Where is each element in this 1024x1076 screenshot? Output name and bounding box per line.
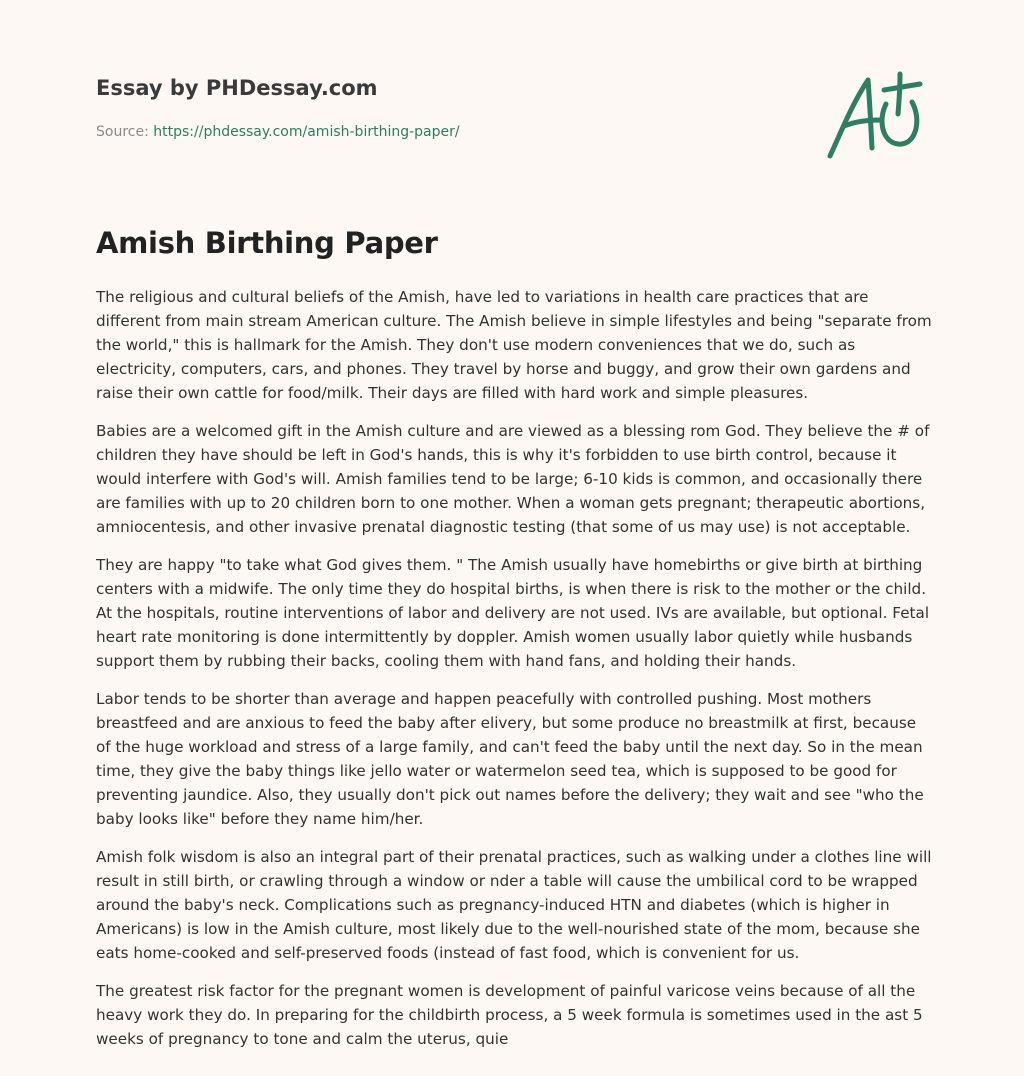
essay-paragraph: Amish folk wisdom is also an integral part of their prenatal practices, such as walking under a clothes line will result in still birth, or crawling through a window or nder a table will cause the umbilical cord to be wrapped around the baby's neck. Complications such as pregnancy-induced HTN and diabetes (which is higher in Americans) is low in the Amish culture, most likely due to the well-nourished state of the mom, because she eats home-cooked and self-preserved foods (instead of fast food, which is convenient for us. [96, 848, 932, 962]
source-label: Source: [96, 124, 154, 140]
source-line [96, 124, 460, 140]
essay-paragraph: The religious and cultural beliefs of the Amish, have led to variations in health care practices that are different from main stream American culture. The Amish believe in simple lifestyles and being "separate from the world," this is hallmark for the Amish. They don't use modern conveniences that we do, such as electricity, computers, cars, and phones. They travel by horse and buggy, and grow their own gardens and raise their own cattle for food/milk. Their days are filled with hard work and simple pleasures. [96, 288, 932, 402]
site-brand: Essay by PHDessay.com [96, 76, 378, 100]
essay-paragraph: Babies are a welcomed gift in the Amish culture and are viewed as a blessing rom God. They believe the # of children they have should be left in God's hands, this is why it's forbidden to use birth control, because it would interfere with God's will. Amish families tend to be large; 6-10 kids is common, and occasionally there are families with up to 20 children born to one mother. When a woman gets pregnant; therapeutic abortions, amniocentesis, and other invasive prenatal diagnostic testing (that some of us may use) is not acceptable. [96, 422, 930, 536]
essay-paragraph: They are happy "to take what God gives them. " The Amish usually have homebirths or give birth at birthing centers with a midwife. The only time they do hospital births, is when there is risk to the mother or the child. At the hospitals, routine interventions of labor and delivery are not used. IVs are available, but optional. Fetal heart rate monitoring is done intermittently by doppler. Amish women usually labor quietly while husbands support them by rubbing their backs, cooling them with hand fans, and holding their hands. [96, 556, 930, 670]
essay-body [96, 285, 932, 1065]
essay-paragraph: The greatest risk factor for the pregnant women is development of painful varicose veins because of all the heavy work they do. In preparing for the childbirth process, a 5 week formula is sometimes used in the ast 5 weeks of pregnancy to tone and calm the uterus, quie [96, 982, 923, 1048]
essay-title: Amish Birthing Paper [96, 226, 438, 260]
essay-paragraph: Labor tends to be shorter than average and happen peacefully with controlled pushing. Most mothers breastfeed and are anxious to feed the baby after elivery, but some produce no breastmilk at first, because of the huge workload and stress of a large family, and can't feed the baby until the next day. So in the mean time, they give the baby things like jello water or watermelon seed tea, which is supposed to be good for preventing jaundice. Also, they usually don't pick out names before the delivery; they wait and see "who the baby looks like" before they name him/her. [96, 690, 924, 828]
source-link[interactable]: https://phdessay.com/amish-birthing-paper/ [153, 124, 460, 140]
a-plus-logo-icon [824, 68, 928, 164]
